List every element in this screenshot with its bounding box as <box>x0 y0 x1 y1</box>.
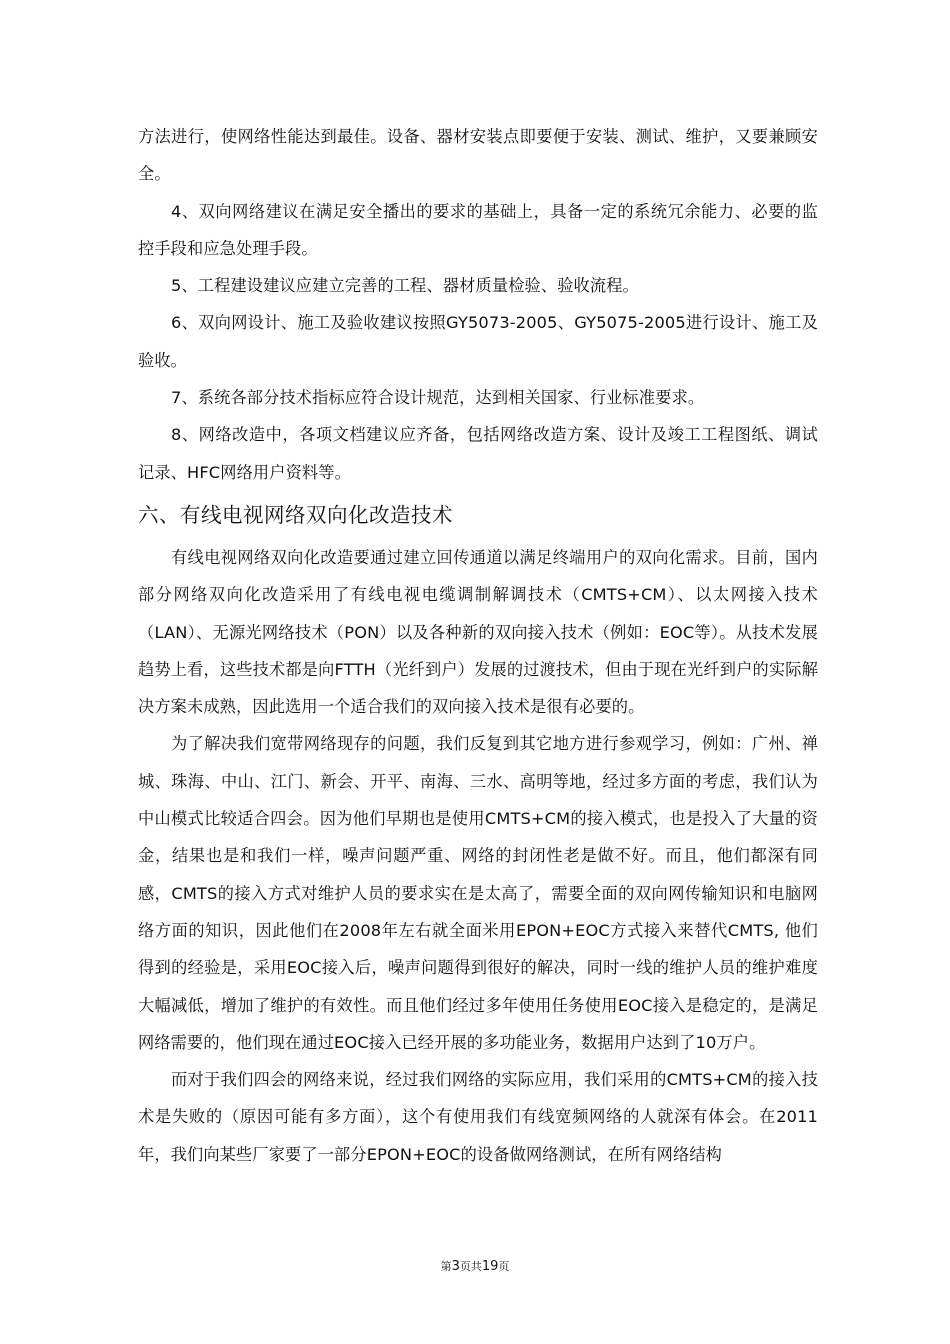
page-footer <box>0 1259 950 1275</box>
section-heading: 六、有线电视网络双向化改造技术 <box>138 502 453 527</box>
page-body <box>138 118 818 1173</box>
paragraph-intro: 有线电视网络双向化改造要通过建立回传通道以满足终端用户的双向化需求。目前，国内部分网络双向化改造采用了有线电视电缆调制解调技术（CMTS+CM）、以太网接入技术（LAN）、无源光网络技术（PON）以及各种新的双向接入技术（例如：EOC等）。从技术发展趋势上看，这些技术都是向FTTH（光纤到户）发展的过渡技术，但由于现在光纤到户的实际解决方案未成熟，因此选用一个适合我们的双向接入技术是很有必要的。 <box>138 547 818 717</box>
paragraph-item-7: 7、系统各部分技术指标应符合设计规范，达到相关国家、行业标准要求。 <box>171 388 705 408</box>
paragraph-continuation: 方法进行，使网络性能达到最佳。设备、器材安装点即要便于安装、测试、维护，又要兼顾安全。 <box>138 127 818 184</box>
paragraph-item-8: 8、网络改造中，各项文档建议应齐备，包括网络改造方案、设计及竣工工程图纸、调试记录、HFC网络用户资料等。 <box>138 425 818 482</box>
footer-prefix: 第 <box>440 1260 452 1273</box>
paragraph-local-network: 而对于我们四会的网络来说，经过我们网络的实际应用，我们采用的CMTS+CM的接入技术是失败的（原因可能有多方面），这个有使用我们有线宽频网络的人就深有体会。在2011年，我们向某些厂家要了一部分EPON+EOC的设备做网络测试，在所有网络结构 <box>138 1070 818 1164</box>
footer-current-page: 3 <box>451 1259 460 1274</box>
footer-total-pages: 19 <box>481 1259 499 1274</box>
paragraph-item-4: 4、双向网络建议在满足安全播出的要求的基础上，具备一定的系统冗余能力、必要的监控手段和应急处理手段。 <box>138 201 818 258</box>
footer-middle: 页共 <box>459 1260 482 1273</box>
paragraph-item-5: 5、工程建设建议应建立完善的工程、器材质量检验、验收流程。 <box>171 276 639 296</box>
paragraph-item-6: 6、双向网设计、施工及验收建议按照GY5073-2005、GY5075-2005进行设计、施工及验收。 <box>138 313 818 370</box>
footer-suffix: 页 <box>498 1260 510 1273</box>
paragraph-research: 为了解决我们宽带网络现存的问题，我们反复到其它地方进行参观学习，例如：广州、禅城、珠海、中山、江门、新会、开平、南海、三水、高明等地，经过多方面的考虑，我们认为中山模式比较适合四会。因为他们早期也是使用CMTS+CM的接入模式，也是投入了大量的资金，结果也是和我们一样，噪声问题严重、网络的封闭性老是做不好。而且，他们都深有同感，CMTS的接入方式对维护人员的要求实在是太高了，需要全面的双向网传输知识和电脑网络方面的知识，因此他们在2008年左右就全面米用EPON+EOC方式接入来替代CMTS, 他们得到的经验是，采用EOC接入后，噪声问题得到很好的解决，同时一线的维护人员的维护难度大幅减低，增加了维护的有效性。而且他们经过多年使用任务使用EOC接入是稳定的，是满足网络需要的，他们现在通过EOC接入已经开展的多功能业务，数据用户达到了10万户。 <box>138 734 818 1052</box>
